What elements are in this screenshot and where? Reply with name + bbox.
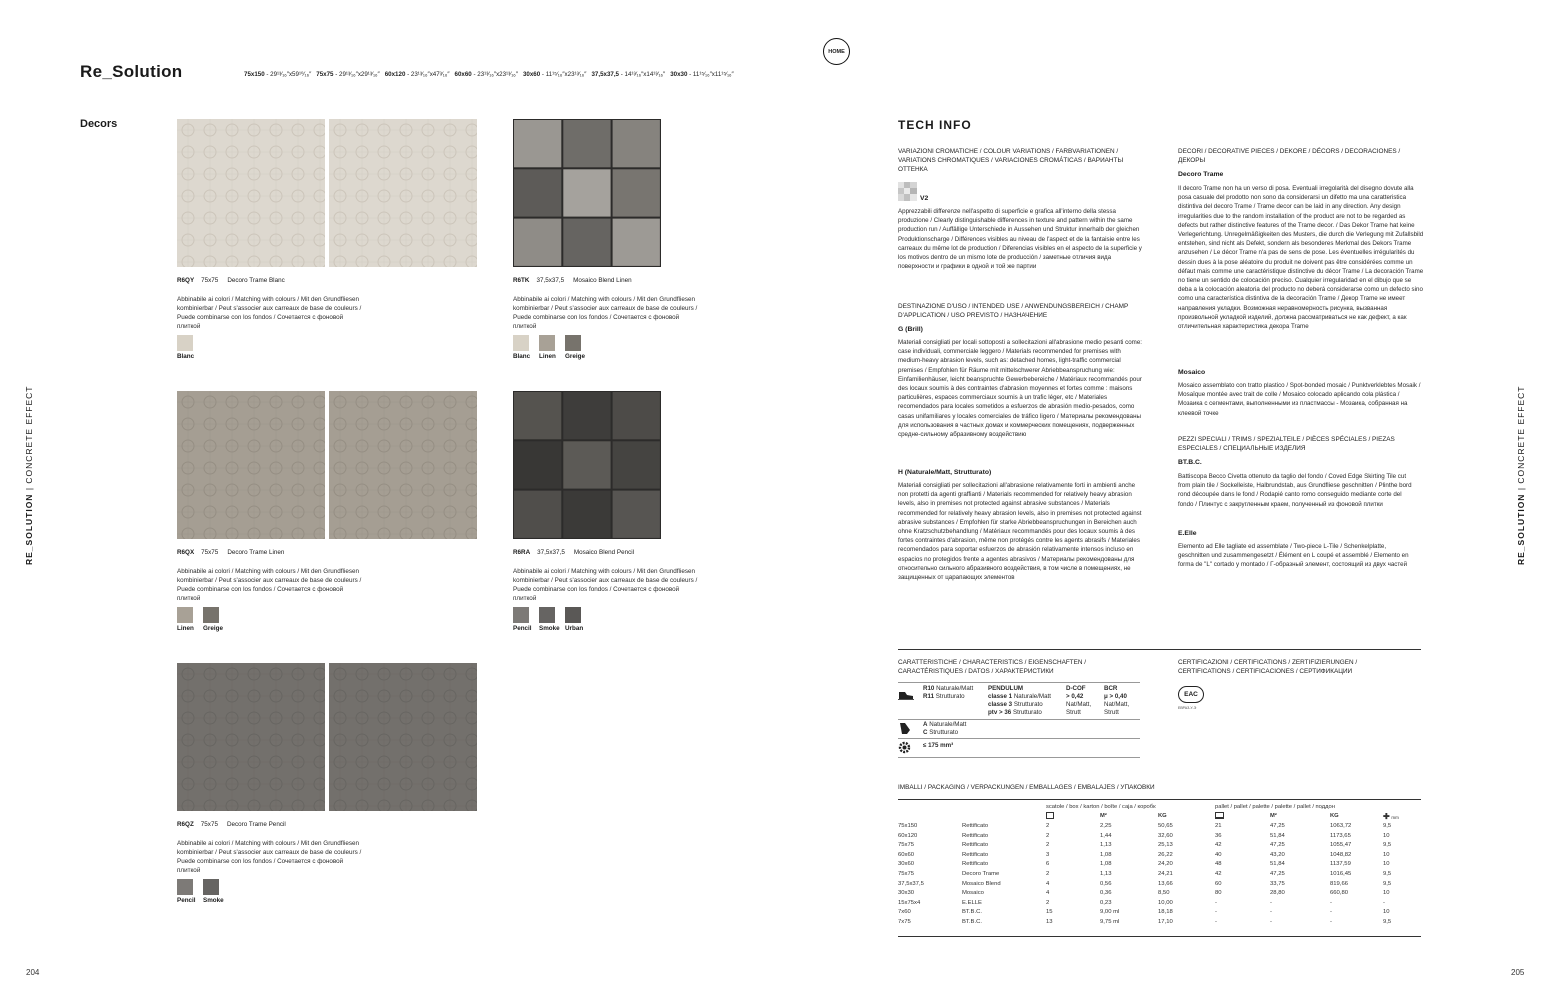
tech-info-title: TECH INFO bbox=[898, 118, 972, 132]
table-cell: 33,75 bbox=[1270, 880, 1285, 887]
table-cell: 51,84 bbox=[1270, 832, 1285, 839]
decori-heading: DECORI / DECORATIVE PIECES / DEKORE / DÉCORS / DECORACIONES / ДЕКОРЫ bbox=[1178, 148, 1401, 164]
mosaico-text: Mosaico assemblato con tratto plastico / Spot-bonded mosaic / Punktverklebtes Mosaik / Mosaïque montée avec trait de colle / Mosaico colocado aplicando cola plástica / Мозаика с сегментами, выполненными из пластмассы - Мозаика, собранная на клеевой точке bbox=[1178, 382, 1421, 417]
table-row bbox=[898, 869, 1421, 879]
product-matching-text: Abbinabile ai colori / Matching with colours / Mit den Grundfliesen kombinierbar / Peut s'associer aux carreaux de base de couleurs / Puede combinarse con los fondos / Сочетается с фоновой плиткой bbox=[513, 568, 698, 602]
table-cell: 50,65 bbox=[1158, 822, 1173, 829]
pallet-heading: pallet / pallet / palette / palette / pallet / поддон bbox=[1215, 803, 1335, 810]
product-code-line bbox=[177, 821, 295, 828]
size-code: 75x75 bbox=[316, 71, 334, 78]
box-heading: scatole / box / karton / boîte / caja / коробк bbox=[1046, 803, 1156, 810]
table-cell: 15 bbox=[1046, 909, 1053, 916]
table-cell: 1,44 bbox=[1100, 832, 1112, 839]
size-inch: - 14¹³⁄₁₆″x14¹³⁄₁₆″ bbox=[619, 71, 666, 78]
pendulum bbox=[988, 685, 1064, 717]
table-cell: - bbox=[1330, 918, 1332, 925]
decor-tile-image bbox=[177, 391, 325, 539]
g-brill-text: Materiali consigliati per locali sottoposti a sollecitazioni all'abrasione medio pesanti come: case individuali, commerciale leggero / Materials recommended for premises with medium-heavy abrasion levels, such as: detached homes, light-traffic commercial premises / Empfohlen für Räume mit mittelschwerer Abriebbeanspruchung wie: Einfamilienhäuser, leicht beanspruchte Gewerbebereiche / Matériaux recommandés pour des locaux soumis à des contraintes d'abrasion moyennes et fortes comme : maisons particulières, espaces commerciaux soumis à un trafic léger, etc / Materiales recomendados para locales sometidos a esfuerzos de abrasión medio-pesados, como casas unifamiliares y locales comerciales de tráfico ligero / Материалы рекомендованы для использования в частных домах и коммерческих помещениях, подверженных средне-сильному абразивному воздействию bbox=[898, 339, 1142, 439]
table-cell: Rettificato bbox=[962, 842, 989, 849]
side-effect: CONCRETE EFFECT bbox=[24, 385, 34, 484]
pendulum-1-text: Naturale/Matt bbox=[1012, 693, 1051, 700]
format-sizes bbox=[244, 71, 739, 78]
certifications-heading: CERTIFICAZIONI / CERTIFICATIONS / ZERTIFIZIERUNGEN / CERTIFICATIONS / CERTIFICACIONES / СЕРТИФИКАЦИИ bbox=[1178, 659, 1358, 675]
product-name: Mosaico Blend Pencil bbox=[573, 549, 635, 556]
decor-tile-image bbox=[177, 663, 325, 811]
table-cell: 15x75x4 bbox=[898, 899, 921, 906]
pallet-m2-header: M² bbox=[1270, 813, 1277, 820]
table-cell: 1016,45 bbox=[1330, 870, 1352, 877]
page-number-right: 205 bbox=[1511, 968, 1525, 977]
table-cell: 660,80 bbox=[1330, 890, 1349, 897]
table-cell: - bbox=[1270, 918, 1272, 925]
table-cell: - bbox=[1215, 909, 1217, 916]
box-icon bbox=[1046, 812, 1054, 819]
table-row bbox=[898, 879, 1421, 889]
divider bbox=[898, 682, 1140, 683]
table-cell: 4 bbox=[1046, 880, 1050, 887]
size-code: 60x120 bbox=[384, 71, 406, 78]
product-name: Mosaico Blend Linen bbox=[573, 277, 632, 284]
size-inch: - 23¹³⁄₁₆″x47³⁄₁₆″ bbox=[405, 71, 450, 78]
table-cell: 6 bbox=[1046, 861, 1050, 868]
table-cell: 32,60 bbox=[1158, 832, 1173, 839]
table-cell: 0,23 bbox=[1100, 899, 1112, 906]
product-matching-text: Abbinabile ai colori / Matching with colours / Mit den Grundfliesen kombinierbar / Peut s'associer aux carreaux de base de couleurs / Puede combinarse con los fondos / Сочетается с фоновой плиткой bbox=[513, 296, 698, 330]
table-row bbox=[898, 917, 1421, 927]
product-size: 75x75 bbox=[201, 549, 219, 556]
btbc-heading: BT.B.C. bbox=[1178, 459, 1202, 466]
v2-label: V2 bbox=[920, 195, 929, 202]
table-cell: 43,20 bbox=[1270, 851, 1285, 858]
table-cell: 60 bbox=[1215, 880, 1222, 887]
table-cell: - bbox=[1270, 909, 1272, 916]
table-cell: 1,08 bbox=[1100, 851, 1112, 858]
product-code-line bbox=[177, 277, 294, 284]
trame-text: Il decoro Trame non ha un verso di posa. Eventuali irregolarità del disegno dovute alla posa casuale del prodotto non sono da considerarsi un difetto ma una caratteristica distintiva del decoro Trame / Trame decor can be laid in any direction. Any design irregularities due to the random installation of the product are not to be regarded as defects but rather distinctive features of the Trame decor. / Das Dekor Trame hat keine Verlegerichtung. Unregelmäßigkeiten des Musters, die durch die Verlegung mit Zufallsbild entstehen, sind nicht als Defekt, sondern als besonderes Merkmal des Dekors Trame anzusehen / Le décor Trame n'a pas de sens de pose. Les éventuelles irrégularités du dessin dues à la pose aléatoire du produit ne doivent pas être considérées comme un défaut mais comme une caractéristique distinctive du décor Trame / La decoración Trame no tiene un sentido de colocación preciso. Cualquier irregularidad en el dibujo que se deba a la colocación aleatoria del producto no deberá considerarse como un defecto sino como una característica distintiva de la decoración Trame / Декор Trame не имеет направления укладки. Возможная неравномерность рисунка, вызванная произвольной укладкой изделий, должна рассматриваться не как дефект, а как отличительная характеристика декора Trame bbox=[1178, 185, 1424, 331]
color-swatch-label: Pencil bbox=[177, 897, 196, 904]
table-cell: 3 bbox=[1046, 851, 1050, 858]
size-code: 60x60 bbox=[454, 71, 472, 78]
table-cell: 9,5 bbox=[1383, 842, 1392, 849]
table-cell: E.ELLE bbox=[962, 899, 982, 906]
color-swatch bbox=[203, 879, 219, 895]
side-effect: CONCRETE EFFECT bbox=[1516, 385, 1526, 484]
size-inch: - 29¹³⁄₁₆″x59¹⁰⁄₁₆″ bbox=[264, 71, 312, 78]
product-size: 37,5x37,5 bbox=[537, 549, 565, 556]
table-cell: 51,84 bbox=[1270, 861, 1285, 868]
table-cell: 21 bbox=[1215, 822, 1222, 829]
product-code: R6RA bbox=[513, 549, 531, 556]
r11-text: Strutturato bbox=[934, 693, 965, 700]
table-cell: 9,5 bbox=[1383, 870, 1392, 877]
h-matt-heading: H (Naturale/Matt, Strutturato) bbox=[898, 469, 992, 476]
table-cell: 10,00 bbox=[1158, 899, 1173, 906]
divider bbox=[898, 738, 1140, 739]
divider bbox=[898, 649, 1421, 650]
bcr bbox=[1104, 685, 1140, 717]
pallet-kg-header: KG bbox=[1330, 813, 1339, 820]
size-inch: - 23¹³⁄₁₆″x23¹³⁄₁₆″ bbox=[471, 71, 518, 78]
class-c-text: Strutturato bbox=[927, 729, 959, 736]
r10-text: Naturale/Matt bbox=[934, 685, 974, 692]
r10: R10 bbox=[923, 685, 935, 692]
g-brill-heading: G (Brill) bbox=[898, 326, 923, 333]
pallet-icon bbox=[1215, 812, 1224, 819]
table-cell: 2 bbox=[1046, 899, 1050, 906]
table-cell: Rettificato bbox=[962, 822, 989, 829]
color-swatch bbox=[177, 879, 193, 895]
table-cell: 75x75 bbox=[898, 870, 915, 877]
table-cell: 1173,65 bbox=[1330, 832, 1351, 839]
table-cell: 40 bbox=[1215, 851, 1222, 858]
pendulum-1: classe 1 bbox=[988, 693, 1013, 700]
table-cell: 0,56 bbox=[1100, 880, 1112, 887]
table-cell: Mosaico bbox=[962, 890, 984, 897]
color-swatch-label: Smoke bbox=[203, 897, 224, 904]
table-row bbox=[898, 898, 1421, 908]
table-cell: 7x75 bbox=[898, 918, 911, 925]
table-row bbox=[898, 840, 1421, 850]
color-swatch bbox=[539, 607, 555, 623]
side-brand: RE_SOLUTION bbox=[24, 493, 34, 565]
table-cell: 75x150 bbox=[898, 822, 918, 829]
table-cell: 9,5 bbox=[1383, 918, 1392, 925]
color-swatch-label: Blanc bbox=[177, 353, 195, 360]
product-code-line bbox=[513, 277, 641, 284]
color-swatch bbox=[539, 335, 555, 351]
variations-heading: VARIAZIONI CROMATICHE / COLOUR VARIATIONS / FARBVARIATIONEN / VARIATIONS CHROMATIQUES / VARIACIONES CROMÁTICAS / ВАРИАНТЫ ОТТЕНКА bbox=[898, 148, 1124, 173]
packaging-heading: IMBALLI / PACKAGING / VERPACKUNGEN / EMBALLAGES / EMBALAJES / УПАКОВКИ bbox=[898, 784, 1155, 791]
trame-heading: Decoro Trame bbox=[1178, 171, 1224, 178]
divider bbox=[898, 936, 1421, 937]
section-title-decors: Decors bbox=[80, 118, 118, 130]
table-cell: 30x30 bbox=[898, 890, 915, 897]
table-cell: 0,36 bbox=[1100, 890, 1112, 897]
characteristics-heading: CARATTERISTICHE / CHARACTERISTICS / EIGENSCHAFTEN / CARACTÉRISTIQUES / DATOS / ХАРАКТЕРИСТИКИ bbox=[898, 659, 1087, 675]
product-size: 37,5x37,5 bbox=[536, 277, 565, 284]
color-swatch-label: Pencil bbox=[513, 625, 532, 632]
table-cell: 28,80 bbox=[1270, 890, 1285, 897]
home-button[interactable]: HOME bbox=[823, 38, 850, 65]
color-swatch bbox=[513, 607, 529, 623]
product-code-line bbox=[513, 549, 643, 556]
page-number-left: 204 bbox=[26, 968, 40, 977]
table-cell: 17,10 bbox=[1158, 918, 1173, 925]
color-swatch-label: Greige bbox=[565, 353, 585, 360]
box-m2-header: M² bbox=[1100, 813, 1107, 820]
table-cell: 1048,82 bbox=[1330, 851, 1352, 858]
table-cell: BT.B.C. bbox=[962, 909, 982, 916]
product-size: 75x75 bbox=[200, 821, 218, 828]
table-cell: 1,08 bbox=[1100, 861, 1112, 868]
table-cell: 2 bbox=[1046, 832, 1050, 839]
table-cell: 2 bbox=[1046, 842, 1050, 849]
side-separator: | bbox=[1516, 483, 1526, 494]
color-swatch bbox=[203, 607, 219, 623]
table-cell: 1,13 bbox=[1100, 842, 1112, 849]
table-cell: 24,21 bbox=[1158, 870, 1173, 877]
table-cell: 30x60 bbox=[898, 861, 915, 868]
table-cell: 1137,59 bbox=[1330, 861, 1351, 868]
decor-tile-image bbox=[329, 391, 477, 539]
intended-use-heading: DESTINAZIONE D'USO / INTENDED USE / ANWENDUNGSBEREICH / CHAMP D'APPLICATION / USO PREVISTO / НАЗНАЧЕНИЕ bbox=[898, 303, 1129, 319]
table-cell: 13 bbox=[1046, 918, 1053, 925]
table-cell: 36 bbox=[1215, 832, 1222, 839]
gear-icon bbox=[898, 741, 911, 754]
table-cell: 9,00 ml bbox=[1100, 909, 1120, 916]
table-cell: Rettificato bbox=[962, 861, 989, 868]
table-cell: 25,13 bbox=[1158, 842, 1173, 849]
product-code: R6QZ bbox=[177, 821, 194, 828]
table-row bbox=[898, 821, 1421, 831]
pendulum-3: classe 3 bbox=[988, 701, 1013, 708]
table-cell: 48 bbox=[1215, 861, 1222, 868]
variations-text: Apprezzabili differenze nell'aspetto di superficie e grafica all'interno della stessa produzione / Clearly distinguishable differences in texture and pattern within the same production run / Auffällige Unterschiede in Aussehen und Struktur innerhalb der gleichen Produktionscharge / Différences visibles au niveau de l'aspect et de la fantaisie entre les carreaux du même lot de production / Diferencias visibles en el aspecto de la superficie y los motivos dentro de un mismo lote de producción / заметные отличия вида поверхности и графики в одной и той же партии bbox=[898, 208, 1142, 271]
product-size: 75x75 bbox=[201, 277, 219, 284]
product-name: Decoro Trame Linen bbox=[227, 549, 285, 556]
table-cell: 1,13 bbox=[1100, 870, 1112, 877]
table-cell: 60x120 bbox=[898, 832, 918, 839]
packaging-table bbox=[898, 802, 1421, 927]
table-cell: 9,75 ml bbox=[1100, 918, 1120, 925]
table-cell: 24,20 bbox=[1158, 861, 1173, 868]
h-matt-text: Materiali consigliati per sollecitazioni all'abrasione relativamente forti in ambienti anche non protetti da agenti graffianti / Materials recommended for relatively heavy abrasion levels, also in premises not protected against abrasive substances / Materials recommended for relatively heavy abrasion levels, also in premises not protected against abrasive substances / Empfohlen für starke Abriebbeanspruchungen in Bereichen auch ohne Kratzschutzbehandlung / Matériaux recommandés pour des locaux soumis à des fortes contraintes d'abrasion, même non protégés contre les agents abrasifs / Materiales recomendados para soportar esfuerzos de abrasión relativamente intensos incluso en espacios no protegidos frente a agentes abrasivos / Материалы рекомендованы для относительно сильного абразивного воздействия, в том числе в помещениях, не защищенных от царапающих элементов bbox=[898, 482, 1142, 582]
mosaic-tile-image bbox=[513, 391, 661, 539]
eac-subtext: ЕВРАЗ-У-Э bbox=[1178, 706, 1197, 710]
side-label-left bbox=[24, 385, 34, 565]
r-classes bbox=[923, 685, 985, 701]
side-label-right bbox=[1516, 385, 1526, 565]
divider bbox=[898, 757, 1140, 758]
thickness-icon: ✚ bbox=[1383, 811, 1390, 821]
table-cell: 18,18 bbox=[1158, 909, 1173, 916]
class-a-text: Naturale/Matt bbox=[927, 721, 967, 728]
table-cell: 8,50 bbox=[1158, 890, 1170, 897]
table-cell: Rettificato bbox=[962, 851, 989, 858]
color-swatch-label: Linen bbox=[177, 625, 194, 632]
color-swatch bbox=[177, 335, 193, 351]
pezzi-heading: PEZZI SPECIALI / TRIMS / SPEZIALTEILE / PIÈCES SPÉCIALES / PIEZAS ESPECIALES / СПЕЦИАЛЬНЫЕ ИЗДЕЛИЯ bbox=[1178, 436, 1395, 452]
pendulum-heading: PENDULUM bbox=[988, 685, 1024, 692]
size-inch: - 11¹⁵⁄₁₆″x23¹³⁄₁₆″ bbox=[540, 71, 587, 78]
table-cell: 10 bbox=[1383, 851, 1390, 858]
decor-tile-image bbox=[177, 119, 325, 267]
table-cell: 26,22 bbox=[1158, 851, 1173, 858]
table-cell: 60x60 bbox=[898, 851, 915, 858]
table-cell: 80 bbox=[1215, 890, 1222, 897]
table-cell: - bbox=[1270, 899, 1272, 906]
thickness-unit: mm bbox=[1391, 814, 1399, 820]
size-code: 30x60 bbox=[522, 71, 541, 78]
table-cell: 7x60 bbox=[898, 909, 911, 916]
chemical-icon bbox=[898, 722, 911, 735]
table-cell: 37,5x37,5 bbox=[898, 880, 924, 887]
table-cell: 10 bbox=[1383, 909, 1390, 916]
color-swatch bbox=[513, 335, 529, 351]
table-cell: 13,66 bbox=[1158, 880, 1173, 887]
product-name: Decoro Trame Pencil bbox=[226, 821, 286, 828]
eelle-text: Elemento ad Elle tagliate ed assemblate / Two-piece L-Tile / Schenkelplatte, geschnitten und zusammengesetzt / Élément en L coupé et assemblé / Elemento en forma de "L" cortado y montado / Г-образный элемент, состоящий из двух частей bbox=[1178, 543, 1409, 569]
table-cell: 1063,72 bbox=[1330, 822, 1352, 829]
table-cell: 9,5 bbox=[1383, 880, 1392, 887]
color-swatch-label: Blanc bbox=[513, 353, 531, 360]
v2-swatch-icon bbox=[898, 182, 917, 201]
table-cell: 2 bbox=[1046, 822, 1050, 829]
table-cell: 2,25 bbox=[1100, 822, 1112, 829]
table-cell: Rettificato bbox=[962, 832, 989, 839]
divider bbox=[898, 799, 1421, 800]
abrasion-mm: ≤ 175 mm³ bbox=[923, 742, 954, 749]
pendulum-36: ptv > 36 bbox=[988, 709, 1012, 716]
decor-tile-image bbox=[329, 663, 477, 811]
mosaic-tile-image bbox=[513, 119, 661, 267]
bcr-text: Nat/Matt, Strutt bbox=[1104, 701, 1130, 716]
table-cell: 75x75 bbox=[898, 842, 915, 849]
decor-tile-image bbox=[329, 119, 477, 267]
eelle-heading: E.Elle bbox=[1178, 530, 1197, 537]
bcr-value: μ > 0,40 bbox=[1104, 693, 1127, 700]
product-code-line bbox=[177, 549, 293, 556]
table-cell: - bbox=[1330, 909, 1332, 916]
product-code: R6QX bbox=[177, 549, 195, 556]
bcr-heading: BCR bbox=[1104, 685, 1118, 692]
size-inch: - 29¹³⁄₁₆″x29¹³⁄₁₆″ bbox=[333, 71, 380, 78]
side-separator: | bbox=[24, 483, 34, 494]
table-cell: 4 bbox=[1046, 890, 1050, 897]
product-matching-text: Abbinabile ai colori / Matching with colours / Mit den Grundfliesen kombinierbar / Peut s'associer aux carreaux de base de couleurs / Puede combinarse con los fondos / Сочетается с фоновой плиткой bbox=[177, 296, 362, 330]
pendulum-36-text: Strutturato bbox=[1011, 709, 1042, 716]
side-brand: RE_SOLUTION bbox=[1516, 493, 1526, 565]
mosaico-heading: Mosaico bbox=[1178, 369, 1206, 376]
size-code: 37,5x37,5 bbox=[591, 71, 619, 78]
product-name: Decoro Trame Blanc bbox=[227, 277, 285, 284]
size-inch: - 11¹⁵⁄₁₆″x11¹⁵⁄₁₆″ bbox=[687, 71, 734, 78]
product-code: R6QY bbox=[177, 277, 195, 284]
color-swatch bbox=[177, 607, 193, 623]
table-cell: 10 bbox=[1383, 890, 1390, 897]
dcof-value: > 0,42 bbox=[1066, 693, 1084, 700]
color-swatch-label: Smoke bbox=[539, 625, 560, 632]
table-cell: 10 bbox=[1383, 832, 1390, 839]
btbc-text: Battiscopa Becco Civetta ottenuto da taglio del fondo / Coved Edge Skirting Tile cut from plain tile / Sockelleiste, Halbrundstab, aus Grundfliese geschnitten / Plinthe bord rond découpée dans le fond / Rodapié canto romo conseguido mediante corte del fondo / Плинтус с закругленным краем, полученный из фоновой плитки bbox=[1178, 473, 1412, 508]
dcof-text: Nat/Matt, Strutt bbox=[1066, 701, 1092, 716]
pendulum-3-text: Strutturato bbox=[1012, 701, 1043, 708]
table-cell: 10 bbox=[1383, 861, 1390, 868]
size-code: 75x150 bbox=[244, 71, 265, 78]
table-row bbox=[898, 908, 1421, 918]
table-cell: 42 bbox=[1215, 842, 1222, 849]
color-swatch bbox=[565, 335, 581, 351]
class-a: A bbox=[923, 721, 928, 728]
table-cell: - bbox=[1215, 899, 1217, 906]
divider bbox=[898, 719, 1140, 720]
table-cell: BT.B.C. bbox=[962, 918, 982, 925]
color-swatch-label: Urban bbox=[565, 625, 584, 632]
table-row bbox=[898, 831, 1421, 841]
table-cell: 47,25 bbox=[1270, 870, 1285, 877]
table-cell: 1055,47 bbox=[1330, 842, 1352, 849]
product-matching-text: Abbinabile ai colori / Matching with colours / Mit den Grundfliesen kombinierbar / Peut s'associer aux carreaux de base de couleurs / Puede combinarse con los fondos / Сочетается с фоновой плиткой bbox=[177, 840, 362, 874]
table-row bbox=[898, 850, 1421, 860]
color-swatch-label: Greige bbox=[203, 625, 223, 632]
color-swatch bbox=[565, 607, 581, 623]
page-title: Re_Solution bbox=[80, 62, 183, 81]
table-cell: 2 bbox=[1046, 870, 1050, 877]
table-cell: 47,25 bbox=[1270, 822, 1285, 829]
class-c: C bbox=[923, 729, 928, 736]
table-cell: 47,25 bbox=[1270, 842, 1285, 849]
table-cell: - bbox=[1215, 918, 1217, 925]
r11: R11 bbox=[923, 693, 935, 700]
shoe-slip-icon bbox=[898, 687, 914, 697]
size-code: 30x30 bbox=[670, 71, 688, 78]
eac-certification-icon: EAC bbox=[1178, 686, 1204, 703]
color-swatch-label: Linen bbox=[539, 353, 556, 360]
table-cell: 42 bbox=[1215, 870, 1222, 877]
table-row bbox=[898, 860, 1421, 870]
table-cell: 819,66 bbox=[1330, 880, 1349, 887]
dcof-heading: D-COF bbox=[1066, 685, 1086, 692]
box-kg-header: KG bbox=[1158, 813, 1167, 820]
dcof bbox=[1066, 685, 1102, 717]
abrasion-classes bbox=[923, 721, 1003, 737]
table-cell: Mosaico Blend bbox=[962, 880, 1001, 887]
table-cell: Decoro Trame bbox=[962, 870, 1000, 877]
table-cell: - bbox=[1383, 899, 1385, 906]
product-matching-text: Abbinabile ai colori / Matching with colours / Mit den Grundfliesen kombinierbar / Peut s'associer aux carreaux de base de couleurs / Puede combinarse con los fondos / Сочетается с фоновой плиткой bbox=[177, 568, 362, 602]
table-row bbox=[898, 888, 1421, 898]
table-cell: 9,5 bbox=[1383, 822, 1392, 829]
table-cell: - bbox=[1330, 899, 1332, 906]
product-code: R6TK bbox=[513, 277, 530, 284]
